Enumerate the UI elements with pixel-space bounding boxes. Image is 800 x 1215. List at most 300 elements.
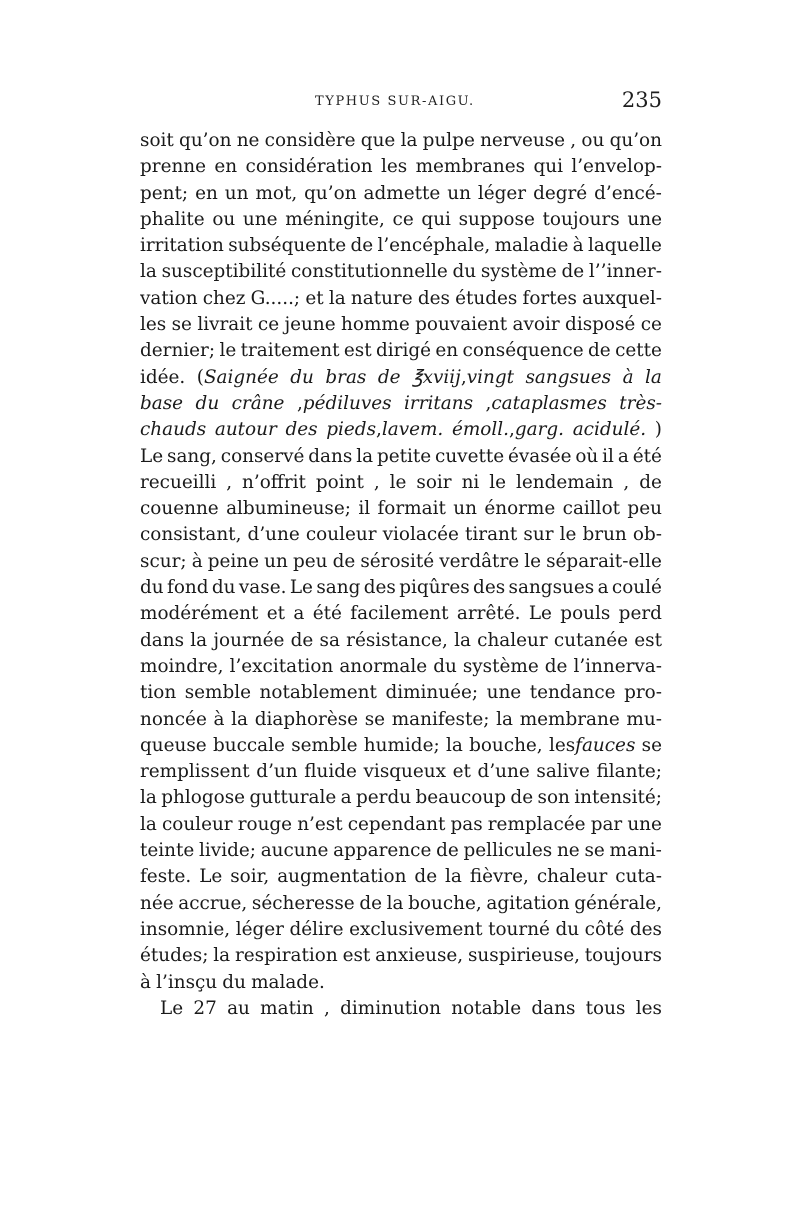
word: tous (585, 997, 626, 1019)
word: une (627, 208, 662, 230)
word: vase. (238, 577, 287, 599)
word: Le (199, 866, 223, 888)
word: lesfauces (548, 734, 636, 756)
word: à (622, 366, 634, 388)
text-line (140, 735, 662, 761)
text-line (140, 419, 662, 445)
word: la (356, 445, 374, 467)
word: suspirieuse, (467, 945, 580, 967)
word: bouche, (408, 892, 482, 914)
word: par (590, 813, 623, 835)
word: sur (523, 524, 554, 546)
word: maladie (494, 235, 569, 257)
word: suppose (458, 208, 535, 230)
word: laquelle (587, 235, 662, 257)
word: tendance (529, 682, 616, 704)
word: ne (236, 130, 260, 151)
word: considère (264, 130, 356, 151)
word: beaucoup (415, 787, 506, 809)
word: au (227, 997, 250, 1019)
word: mot, (255, 182, 298, 204)
word: la (231, 708, 249, 730)
word: livide; (199, 840, 256, 862)
word: ℥xviij,vingt (411, 366, 514, 388)
word: prenne (140, 156, 207, 178)
word: se (584, 840, 605, 862)
word: augmentation (277, 866, 407, 888)
word: notablement (259, 682, 377, 704)
word: considération (245, 156, 373, 178)
text-line (140, 446, 662, 472)
word: Le (528, 603, 552, 625)
word: une (486, 682, 522, 704)
word: Le (140, 445, 164, 467)
word: léger (235, 918, 284, 940)
word: auxquel- (582, 287, 662, 309)
word: la (190, 629, 208, 651)
word: le (489, 471, 507, 493)
word: rouge (237, 813, 293, 835)
word: violacée (382, 524, 459, 546)
word: à (140, 971, 151, 993)
word: anormale (339, 655, 428, 677)
word: méningite, (285, 208, 385, 230)
word: , (570, 130, 577, 151)
word: avoir (512, 314, 560, 336)
word: n’est (297, 813, 343, 835)
word: du (195, 392, 220, 414)
word: l’encéphale, (377, 235, 491, 257)
word: à (213, 708, 225, 730)
word: formait (377, 498, 446, 520)
word: d’un (256, 761, 298, 783)
word: peine (207, 550, 260, 572)
word: traitement (240, 340, 340, 362)
word: en (214, 156, 238, 178)
word: et (452, 761, 471, 783)
word: ce (257, 314, 280, 336)
word: une (627, 813, 662, 835)
word: de (588, 340, 611, 362)
body-text (140, 130, 662, 1024)
word: évasée (508, 445, 572, 467)
word: ,cataplasmes (485, 392, 607, 414)
word: la (140, 787, 157, 809)
word: tion (140, 682, 177, 704)
word: toujours (542, 208, 620, 230)
word: qui (421, 208, 451, 230)
word: ni (461, 471, 480, 493)
word: subséquente (228, 235, 347, 257)
word: salive (536, 761, 590, 783)
word: verdâtre (439, 550, 520, 572)
word: les (140, 314, 167, 336)
word: feste. (140, 866, 192, 888)
word: remplissent (140, 761, 250, 783)
word: chaleur (536, 866, 608, 888)
word: irritans (404, 392, 474, 414)
word: couenne (140, 498, 219, 520)
word: pouvaient (415, 314, 508, 336)
text-line (140, 472, 662, 498)
word: le (559, 524, 577, 546)
word: à (572, 235, 584, 257)
word: de (639, 471, 662, 493)
word: une (242, 208, 278, 230)
word: système (480, 261, 557, 283)
word: qu’on (179, 130, 232, 151)
word: diminution (340, 997, 441, 1019)
word: son (537, 787, 570, 809)
word: membrane (519, 708, 620, 730)
word: est (634, 629, 662, 651)
word: fièvre, (469, 866, 529, 888)
word: de (350, 235, 374, 257)
word: énorme (484, 498, 556, 520)
word: à (191, 550, 203, 572)
word: dans (140, 629, 185, 651)
word: système (462, 655, 539, 677)
text-line (140, 630, 662, 656)
word: coulé (611, 577, 662, 599)
text-line (140, 656, 662, 682)
word: nature (350, 287, 413, 309)
word: la (213, 945, 231, 967)
word: crâne (231, 392, 285, 414)
text-line (140, 393, 662, 419)
word: l’innerva- (573, 655, 662, 677)
word: un (447, 182, 471, 204)
running-title: TYPHUS SUR-AIGU. (315, 94, 475, 109)
word: de (561, 261, 585, 283)
word: a (617, 445, 629, 467)
word: ,pédiluves (296, 392, 392, 414)
word: ce (640, 314, 662, 336)
text-line (140, 261, 662, 287)
word: agitation (486, 892, 570, 914)
word: arrêté. (456, 603, 521, 625)
word: aucune (260, 840, 329, 862)
word: un (264, 550, 288, 572)
word: d’une (247, 524, 300, 546)
word: couleur (305, 524, 377, 546)
word: tourné (488, 918, 550, 940)
word: bouche, (469, 734, 543, 756)
word: des (285, 419, 318, 441)
word: remplacée (487, 813, 586, 835)
word: perd (618, 603, 662, 625)
word: semble (291, 734, 358, 756)
word: conséquence (462, 340, 584, 362)
word: côté (584, 918, 625, 940)
word: des (629, 918, 662, 940)
word: peu (627, 498, 662, 520)
word: acidulé. (572, 419, 647, 441)
word: sang (316, 577, 361, 599)
text-line (140, 682, 662, 708)
text-line (140, 945, 662, 971)
word: filante; (596, 761, 662, 783)
word: noncée (140, 708, 207, 730)
word: recueilli (140, 471, 217, 493)
word: dirigé (376, 340, 431, 362)
word: homme (341, 314, 410, 336)
word: nerveuse (480, 130, 566, 151)
word: , (323, 997, 330, 1019)
word: intensité; (574, 787, 662, 809)
word: en (435, 340, 459, 362)
text-line (140, 866, 662, 892)
word: ce (392, 208, 414, 230)
word: pas (450, 813, 483, 835)
word: la (496, 708, 514, 730)
word: et (266, 603, 286, 625)
word: respiration (235, 945, 338, 967)
word: été (632, 445, 662, 467)
word: d’une (477, 761, 530, 783)
word: chez (202, 287, 246, 309)
word: émoll.,garg. (451, 419, 564, 441)
word: de (359, 892, 382, 914)
word: de (332, 550, 356, 572)
word: délire (289, 918, 344, 940)
word: de (510, 787, 534, 809)
word: , (226, 471, 233, 493)
word: lendemain (516, 471, 614, 493)
word: autour (214, 419, 277, 441)
word: est (343, 340, 372, 362)
word: ou (212, 208, 236, 230)
word: la (445, 866, 462, 888)
word: peu (292, 550, 328, 572)
word: études; (140, 945, 209, 967)
word: que (360, 130, 396, 151)
word: a (340, 787, 352, 809)
text-line (140, 603, 662, 629)
word: diaphorèse (254, 708, 359, 730)
word: se (364, 708, 386, 730)
word: il (358, 498, 371, 520)
text-line (140, 840, 662, 866)
word: pro- (624, 682, 662, 704)
text-line (140, 761, 662, 787)
word: bras (325, 366, 367, 388)
text-line (140, 787, 662, 813)
word: teinte (140, 840, 195, 862)
text-line (140, 998, 662, 1024)
word: queuse (140, 734, 207, 756)
text-line (140, 130, 662, 156)
text-line (140, 551, 662, 577)
word: du (433, 655, 457, 677)
word: dans (531, 997, 576, 1019)
word: conservé (220, 445, 305, 467)
text-line (140, 340, 662, 366)
word: notable (451, 997, 522, 1019)
word: l’insçu (156, 971, 218, 993)
word: qu’on (304, 182, 357, 204)
word: née (140, 892, 174, 914)
word: perdu (356, 787, 412, 809)
word: des (473, 577, 506, 599)
word: l’’inner- (588, 261, 662, 283)
text-line (140, 893, 662, 919)
word: modérément (140, 603, 259, 625)
word: du (140, 577, 164, 599)
word: tirant (465, 524, 518, 546)
word: diminuée; (385, 682, 479, 704)
word: cette (615, 340, 662, 362)
word: soir, (230, 866, 270, 888)
word: études (455, 287, 518, 309)
word: apparence (333, 840, 432, 862)
word: ne (556, 840, 580, 862)
text-line (140, 235, 662, 261)
text-line (140, 314, 662, 340)
word: été (312, 603, 342, 625)
word: a (293, 603, 305, 625)
word: le (524, 550, 541, 572)
word: toujours (584, 945, 662, 967)
word: la (328, 287, 346, 309)
word: séparait-elle (546, 550, 662, 572)
word: consistant, (140, 524, 242, 546)
word: se (641, 734, 662, 756)
word: les (635, 997, 662, 1019)
page-header (140, 88, 662, 118)
word: irritation (140, 235, 224, 257)
word: cuta- (615, 866, 662, 888)
word: où (575, 445, 599, 467)
word: d’encé- (594, 182, 662, 204)
word: et (305, 287, 324, 309)
word: anxieuse, (375, 945, 464, 967)
word: résistance, (346, 629, 448, 651)
word: piqûres (399, 577, 470, 599)
word: fortes (522, 287, 577, 309)
word: constitutionnelle (291, 261, 448, 283)
word: fluide (304, 761, 357, 783)
word: le (219, 340, 237, 362)
word: qui (533, 156, 563, 178)
word: mu- (626, 708, 662, 730)
word: de (290, 629, 314, 651)
word: brun (582, 524, 627, 546)
word: pent; (140, 182, 189, 204)
word: cuvette (435, 445, 505, 467)
word: du (222, 971, 246, 993)
word: ob- (632, 524, 662, 546)
word: du (290, 366, 314, 388)
word: phlogose (161, 787, 246, 809)
text-line (140, 919, 662, 945)
text-line (140, 156, 662, 182)
text-line (140, 709, 662, 735)
word: moindre, (140, 655, 224, 677)
word: la (454, 629, 471, 651)
word: n’offrit (242, 471, 306, 493)
word: la (645, 366, 662, 388)
word: base (140, 392, 184, 414)
word: pellicules (463, 840, 553, 862)
word: ) (654, 419, 662, 441)
word: caillot (562, 498, 621, 520)
word: qu’on (609, 130, 662, 151)
word: a (597, 577, 609, 599)
word: , (373, 471, 380, 493)
word: Le (160, 997, 184, 1019)
word: soir (416, 471, 452, 493)
word: générale, (574, 892, 662, 914)
word: léger (477, 182, 527, 204)
word: idée. (140, 366, 186, 388)
word: ou (581, 130, 605, 151)
word: la (386, 892, 404, 914)
word: pouls (560, 603, 611, 625)
word: buccale (212, 734, 285, 756)
page-number: 235 (621, 88, 662, 112)
word: facilement (350, 603, 449, 625)
word: point (315, 471, 364, 493)
word: pulpe (422, 130, 475, 151)
word: matin (260, 997, 314, 1019)
word: petite (376, 445, 432, 467)
word: albumineuse; (226, 498, 351, 520)
word: de (377, 366, 401, 388)
word: insomnie, (140, 918, 231, 940)
word: très- (619, 392, 662, 414)
word: degré (533, 182, 588, 204)
word: malade. (251, 971, 325, 993)
word: dernier; (140, 340, 216, 362)
word: humide; (363, 734, 440, 756)
word: en (195, 182, 218, 204)
word: dans (308, 445, 353, 467)
text-line (140, 524, 662, 550)
word: membranes (415, 156, 526, 178)
word: un (453, 498, 477, 520)
word: , (623, 471, 630, 493)
word: sa (319, 629, 340, 651)
word: sangsues (525, 366, 612, 388)
word: de (544, 655, 568, 677)
word: exclusivement (349, 918, 483, 940)
word: il (602, 445, 614, 467)
word: la (140, 261, 157, 283)
word: de (414, 866, 438, 888)
word: du (555, 918, 580, 940)
word: le (389, 471, 407, 493)
word: cependant (347, 813, 446, 835)
word: la (445, 734, 463, 756)
word: journée (213, 629, 285, 651)
word: mani- (609, 840, 662, 862)
word: gutturale (249, 787, 337, 809)
word: chaleur (477, 629, 548, 651)
word: pieds,lavem. (326, 419, 444, 441)
text-line (140, 577, 662, 603)
word: la (140, 813, 157, 835)
text-line (140, 288, 662, 314)
word: les (381, 156, 408, 178)
text-line (140, 183, 662, 209)
word: livrait (197, 314, 253, 336)
word: manifeste; (391, 708, 490, 730)
word: phalite (140, 208, 205, 230)
word: couleur (161, 813, 233, 835)
word: chauds (140, 419, 207, 441)
word: des (363, 577, 396, 599)
